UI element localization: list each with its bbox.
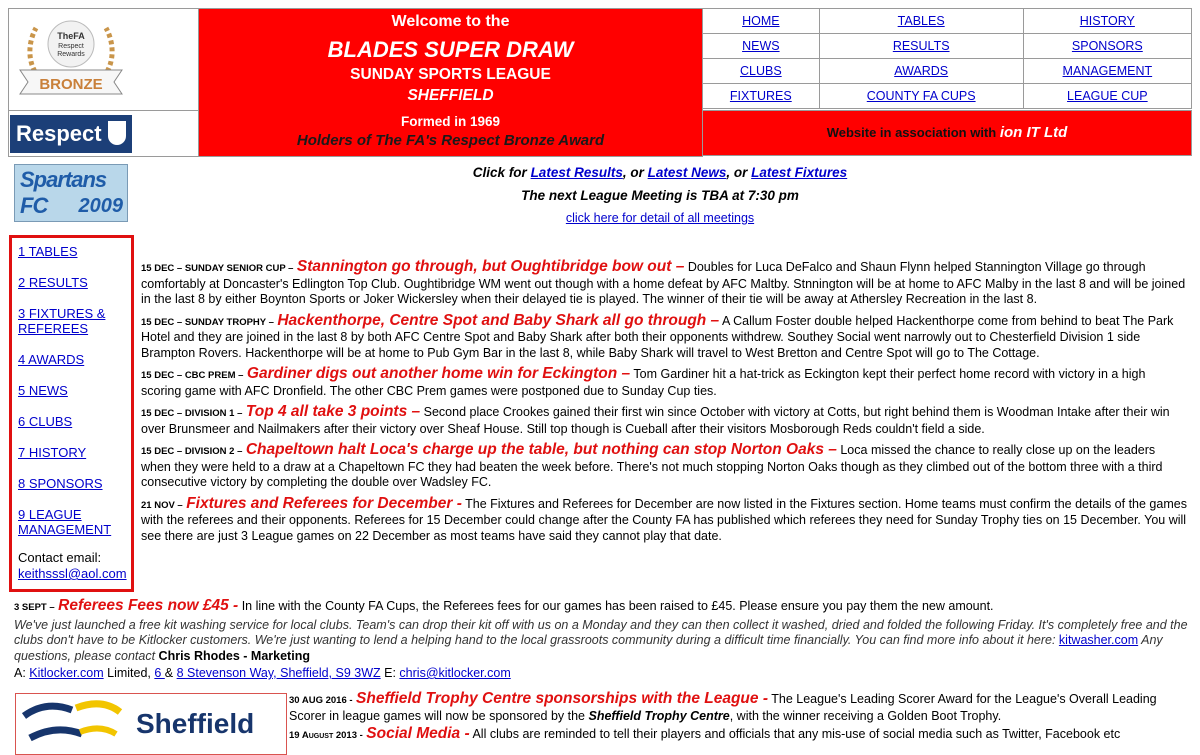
- news-item-referees: [14, 598, 1189, 616]
- email-prefix: E:: [380, 666, 400, 680]
- sidebar-item-news[interactable]: 5 NEWS: [18, 383, 68, 398]
- news-list-wide: [14, 598, 1189, 684]
- meetings-link[interactable]: click here for detail of all meetings: [565, 211, 755, 225]
- news-item: [141, 496, 1187, 545]
- site-title: BLADES SUPER DRAW: [327, 37, 574, 62]
- news-headline: Hackenthorpe, Centre Spot and Baby Shark all go through –: [277, 311, 720, 329]
- quick-links: [140, 160, 1180, 228]
- fa-logo-badge: BRONZE: [39, 76, 103, 93]
- address-mid: Limited,: [103, 666, 155, 680]
- latest-results-link[interactable]: Latest Results: [530, 165, 623, 180]
- news-item: [141, 404, 1187, 437]
- contact-label: Contact email:: [18, 550, 102, 565]
- fa-logo-line1: TheFA: [57, 31, 85, 41]
- england-crest-icon: [108, 121, 126, 145]
- address-link-stevenson[interactable]: 8 Stevenson Way, Sheffield, S9 3WZ: [176, 666, 381, 680]
- news-list-sponsor: [289, 691, 1189, 746]
- news-body: All clubs are reminded to tell their players and officials that any mis-use of social media such as Twitter, Facebook etc: [472, 727, 1121, 741]
- nav-news[interactable]: NEWS: [742, 39, 780, 53]
- welcome-text: Welcome to the: [391, 13, 510, 30]
- or-text: , or: [726, 165, 752, 180]
- sheffield-trophy-logo[interactable]: [15, 693, 287, 755]
- ion-it-brand[interactable]: ion IT Ltd: [999, 124, 1068, 141]
- news-date: 15 DEC – SUNDAY TROPHY –: [141, 316, 274, 328]
- latest-links-line: [140, 162, 1180, 184]
- news-date: 15 DEC – SUNDAY SENIOR CUP –: [141, 263, 294, 274]
- sidebar-item-history[interactable]: 7 HISTORY: [18, 445, 87, 460]
- title-banner: [198, 8, 703, 157]
- news-item: [141, 313, 1187, 362]
- trophy-swoosh-icon: [16, 694, 126, 754]
- spartans-year: 2009: [78, 195, 123, 217]
- news-body: , with the winner receiving a Golden Boot Trophy.: [729, 708, 1002, 723]
- news-headline: Sheffield Trophy Centre sponsorships with the League -: [356, 690, 768, 707]
- nav-management[interactable]: MANAGEMENT: [1062, 64, 1153, 78]
- kitlocker-link[interactable]: Kitlocker.com: [29, 666, 104, 680]
- sidebar-item-awards[interactable]: 4 AWARDS: [18, 352, 85, 367]
- kit-contact-role: - Marketing: [239, 648, 310, 663]
- sidebar-menu: [9, 235, 134, 592]
- news-item-sponsor: [289, 691, 1189, 724]
- nav-sponsors[interactable]: SPONSORS: [1071, 39, 1143, 53]
- click-for-text: Click for: [472, 165, 531, 180]
- nav-clubs[interactable]: CLUBS: [739, 64, 782, 78]
- sidebar-item-tables[interactable]: 1 TABLES: [18, 244, 78, 259]
- news-date: 15 DEC – DIVISION 1 –: [141, 408, 243, 419]
- news-item: [141, 442, 1187, 491]
- spartans-name: Spartans FC: [20, 167, 107, 218]
- sidebar-item-results[interactable]: 2 RESULTS: [18, 275, 88, 290]
- news-body: Loca missed the chance to really close up on the leaders when they were held to a draw at a Chapeltown FC they had beaten the week before. There's not much stopping Norton Oaks though as they climbed out of the bottom three with a third consecutive victory by completing the double over Wadsley FC.: [141, 443, 1163, 489]
- nav-county-fa-cups[interactable]: COUNTY FA CUPS: [866, 89, 976, 103]
- news-body: The Fixtures and Referees for December are now listed in the Fixtures section. Home teams must confirm the details of the games with the referees and their opponents. Referees for 15 December could change after the County FA has published which referees they need for Sunday Trophy ties on 15 December. You will see there are just 3 League games on 22 December as most teams have said they cannot play that date.: [141, 496, 1187, 543]
- kitlocker-address: [14, 666, 1189, 682]
- contact-email-link[interactable]: keithsssl@aol.com: [18, 566, 127, 581]
- sidebar-item-clubs[interactable]: 6 CLUBS: [18, 414, 73, 429]
- news-headline: Social Media -: [366, 725, 470, 742]
- news-list: [141, 259, 1187, 549]
- news-body: Doubles for Luca DeFalco and Shaun Flynn helped Stannington Village go through comfortably at Doncaster's Edlington Top Club. Oughtibridge WM went out though with a home defeat by AFC Maltby. Stnnington will be at home to AFC Malby in the last 8 and will be joined in the last 8 by either Boynton Sports or Joker Wickersley when their delayed tie is played. The winner of their tie will be away at Athersley Recreation in the last 8.: [141, 260, 1186, 306]
- news-headline: Stannington go through, but Oughtibridge bow out –: [296, 258, 685, 275]
- meeting-notice: The next League Meeting is TBA at 7:30 pm: [521, 188, 799, 203]
- address-link-6[interactable]: 6: [154, 666, 165, 680]
- latest-fixtures-link[interactable]: Latest Fixtures: [751, 165, 848, 180]
- formed-text: Formed in 1969: [400, 114, 501, 129]
- nav-tables[interactable]: TABLES: [897, 14, 945, 28]
- kit-washer-notice: [14, 618, 1189, 665]
- nav-league-cup[interactable]: LEAGUE CUP: [1067, 89, 1148, 103]
- respect-logo-text: Respect: [16, 121, 102, 146]
- sidebar-item-fixtures-referees[interactable]: 3 FIXTURES & REFEREES: [18, 306, 106, 336]
- kit-questions: Any questions, please contact: [14, 633, 1163, 663]
- news-body-bold: Sheffield Trophy Centre: [588, 708, 730, 723]
- top-nav: [702, 8, 1192, 109]
- news-item: [141, 366, 1187, 399]
- nav-results[interactable]: RESULTS: [892, 39, 950, 53]
- news-date: 30 AUG 2016 -: [289, 695, 353, 706]
- association-banner: [702, 110, 1192, 156]
- news-body: A Callum Foster double helped Hackenthorpe come from behind to beat The Park Hotel and they are joined in the last 8 by both AFC Centre Spot and Baby Shark after both their opponents withdrew. Southey Social went narrowly out to Chesterfield Division 1 side Brampton Rovers. Hackenthorpe will be at home to Pub Gym Bar in the last 8, while Baby Shark will travel to West Bretton and Centre Spot will go to The Cottage.: [141, 313, 1174, 360]
- kit-text: We've just launched a free kit washing service for local clubs. Team's can drop their kit off with us on a Monday and they can then collect it washed, dried and folded the following Friday. It's completely free and the clubs don't have to be Kitlocker customers. We're just wanting to lend a helping hand to the local grassroots community during a difficult time financially. You can find more info about it here:: [14, 617, 1188, 647]
- kit-contact-name: Chris Rhodes: [158, 648, 240, 663]
- fa-respect-bronze-logo: [10, 12, 132, 104]
- fa-logo-line3: Rewards: [57, 51, 85, 58]
- news-item: [141, 259, 1187, 308]
- kitlocker-email-link[interactable]: chris@kitlocker.com: [399, 666, 511, 680]
- news-date: 15 DEC – CBC PREM –: [141, 370, 244, 381]
- association-text: Website in association with: [826, 125, 1000, 140]
- address-amp: &: [164, 666, 177, 680]
- or-text: , or: [622, 165, 648, 180]
- news-body: In line with the County FA Cups, the Referees fees for our games has been raised to £45. Please ensure you pay them the new amount.: [241, 599, 994, 613]
- news-date: 21 NOV –: [141, 499, 183, 511]
- news-body: Second place Crookes gained their first win since October with victory at Cotts, but right behind them is Woodman Intake after their win over Brunsmeer and Nailmakers after their victory over Sheaf House. Still top though is Cueball after their visitors Mosborough Reds couldn't field a side.: [141, 405, 1170, 436]
- spartans-fc-logo[interactable]: [14, 164, 128, 222]
- news-headline: Fixtures and Referees for December -: [186, 494, 462, 512]
- news-headline: Top 4 all take 3 points –: [245, 403, 421, 420]
- news-date: 19 August 2013 -: [289, 730, 363, 741]
- news-item-social: [289, 726, 1189, 744]
- news-date: 15 DEC – DIVISION 2 –: [141, 446, 243, 457]
- respect-logo: [10, 115, 132, 153]
- nav-home[interactable]: HOME: [742, 14, 780, 28]
- news-body: Tom Gardiner hit a hat-trick as Eckington kept their perfect home record with victory in a high scoring game with AFC Dronfield. The other CBC Prem games were postponed due to Sunday Cup ties.: [141, 367, 1146, 398]
- sidebar-item-sponsors[interactable]: 8 SPONSORS: [18, 476, 103, 491]
- nav-fixtures[interactable]: FIXTURES: [729, 89, 792, 103]
- award-text: Holders of The FA's Respect Bronze Award: [296, 132, 605, 149]
- news-headline: Chapeltown halt Loca's charge up the table, but nothing can stop Norton Oaks –: [245, 441, 837, 458]
- news-body: The League's Leading Scorer Award for the League's Overall Leading Scorer in league games will now be sponsored by the: [289, 692, 1157, 723]
- sheffield-logo-text: Sheffield: [136, 708, 255, 739]
- sidebar-item-league-management[interactable]: 9 LEAGUE MANAGEMENT: [18, 507, 112, 537]
- site-header: [8, 8, 1192, 157]
- nav-history[interactable]: HISTORY: [1079, 14, 1135, 28]
- kitwasher-link[interactable]: kitwasher.com: [1058, 633, 1139, 647]
- fa-logo-line2: Respect: [58, 43, 84, 50]
- news-date: 3 SEPT –: [14, 602, 55, 613]
- news-headline: Referees Fees now £45 -: [58, 597, 239, 614]
- latest-news-link[interactable]: Latest News: [647, 165, 727, 180]
- league-name: SUNDAY SPORTS LEAGUE: [350, 66, 551, 83]
- news-headline: Gardiner digs out another home win for Eckington –: [246, 365, 631, 382]
- address-prefix: A:: [14, 666, 30, 680]
- city-name: SHEFFIELD: [407, 87, 494, 104]
- nav-awards[interactable]: AWARDS: [894, 64, 949, 78]
